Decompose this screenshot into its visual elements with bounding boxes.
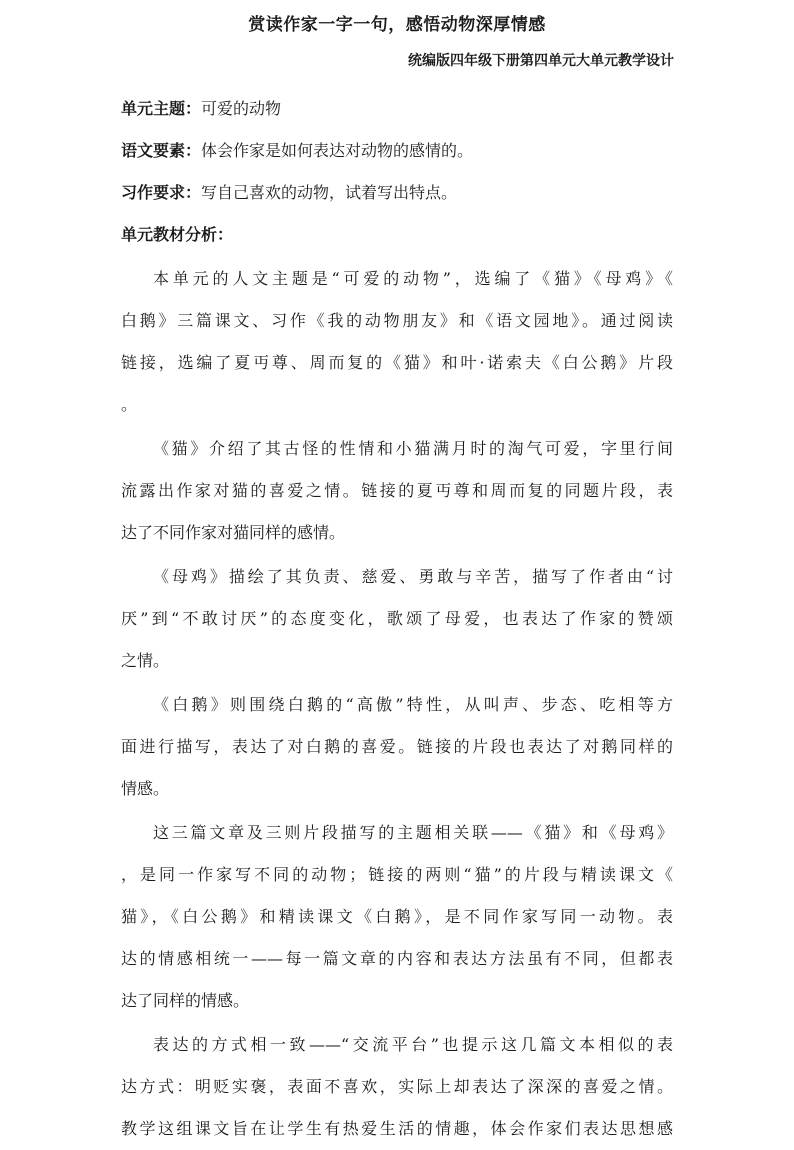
- text-line: 。: [121, 395, 138, 414]
- document-body: [121, 88, 673, 1150]
- field-writing-requirement: [121, 172, 673, 214]
- field-key: 单元主题：: [121, 99, 202, 118]
- paragraph: [121, 810, 673, 1022]
- text-line: ，是同一作家写不同的动物；链接的两则“猫”的片段与精读课文《: [121, 865, 673, 884]
- field-value: 可爱的动物: [201, 99, 282, 118]
- text-line: 白鹅》三篇课文、习作《我的动物朋友》和《语文园地》。通过阅读: [121, 311, 673, 330]
- text-line: 厌”到“不敢讨厌”的态度变化，歌颂了母爱，也表达了作家的赞颂: [121, 609, 673, 628]
- text-line: 链接，选编了夏丏尊、周而复的《猫》和叶·诺索夫《白公鹅》片段: [121, 353, 673, 372]
- text-line: 《白鹅》则围绕白鹅的“高傲”特性，从叫声、步态、吃相等方: [153, 695, 673, 714]
- field-unit-theme: [121, 88, 673, 130]
- paragraph: [121, 426, 673, 554]
- field-value: 体会作家是如何表达对动物的感情的。: [201, 141, 474, 160]
- paragraph: [121, 554, 673, 682]
- field-language-elements: [121, 130, 673, 172]
- text-line: 表达的方式相一致——“交流平台”也提示这几篇文本相似的表: [153, 1035, 673, 1054]
- text-line: 流露出作家对猫的喜爱之情。链接的夏丏尊和周而复的同题片段，表: [121, 481, 673, 500]
- text-line: 达了不同作家对猫同样的感情。: [121, 523, 346, 542]
- text-line: 《母鸡》描绘了其负责、慈爱、勇敢与辛苦，描写了作者由“讨: [153, 567, 673, 586]
- document-title: 赏读作家一字一句，感悟动物深厚情感: [248, 15, 546, 35]
- text-line: 情感。: [121, 779, 170, 798]
- text-line: 这三篇文章及三则片段描写的主题相关联——《猫》和《母鸡》: [153, 823, 673, 842]
- paragraph: [121, 1022, 673, 1150]
- text-line: 《猫》介绍了其古怪的性情和小猫满月时的淘气可爱，字里行间: [153, 439, 673, 458]
- text-line: 本单元的人文主题是“可爱的动物”，选编了《猫》《母鸡》《: [153, 269, 673, 288]
- text-line: 教学这组课文旨在让学生有热爱生活的情趣，体会作家们表达思想感: [121, 1119, 673, 1138]
- document-subtitle: 统编版四年级下册第四单元大单元教学设计: [408, 53, 674, 69]
- paragraph: [121, 256, 673, 426]
- analysis-heading: 单元教材分析：: [121, 225, 234, 244]
- paragraph: [121, 682, 673, 810]
- text-line: 面进行描写，表达了对白鹅的喜爱。链接的片段也表达了对鹅同样的: [121, 737, 673, 756]
- text-line: 猫》，《白公鹅》和精读课文《白鹅》，是不同作家写同一动物。表: [121, 907, 673, 926]
- field-value: 写自己喜欢的动物，试着写出特点。: [201, 183, 458, 202]
- text-line: 达的情感相统一——每一篇文章的内容和表达方法虽有不同，但都表: [121, 949, 673, 968]
- text-line: 之情。: [121, 651, 170, 670]
- field-key: 语文要素：: [121, 141, 202, 160]
- text-line: 达方式：明贬实褒，表面不喜欢，实际上却表达了深深的喜爱之情。: [121, 1077, 673, 1096]
- text-line: 达了同样的情感。: [121, 991, 250, 1010]
- field-key: 习作要求：: [121, 183, 202, 202]
